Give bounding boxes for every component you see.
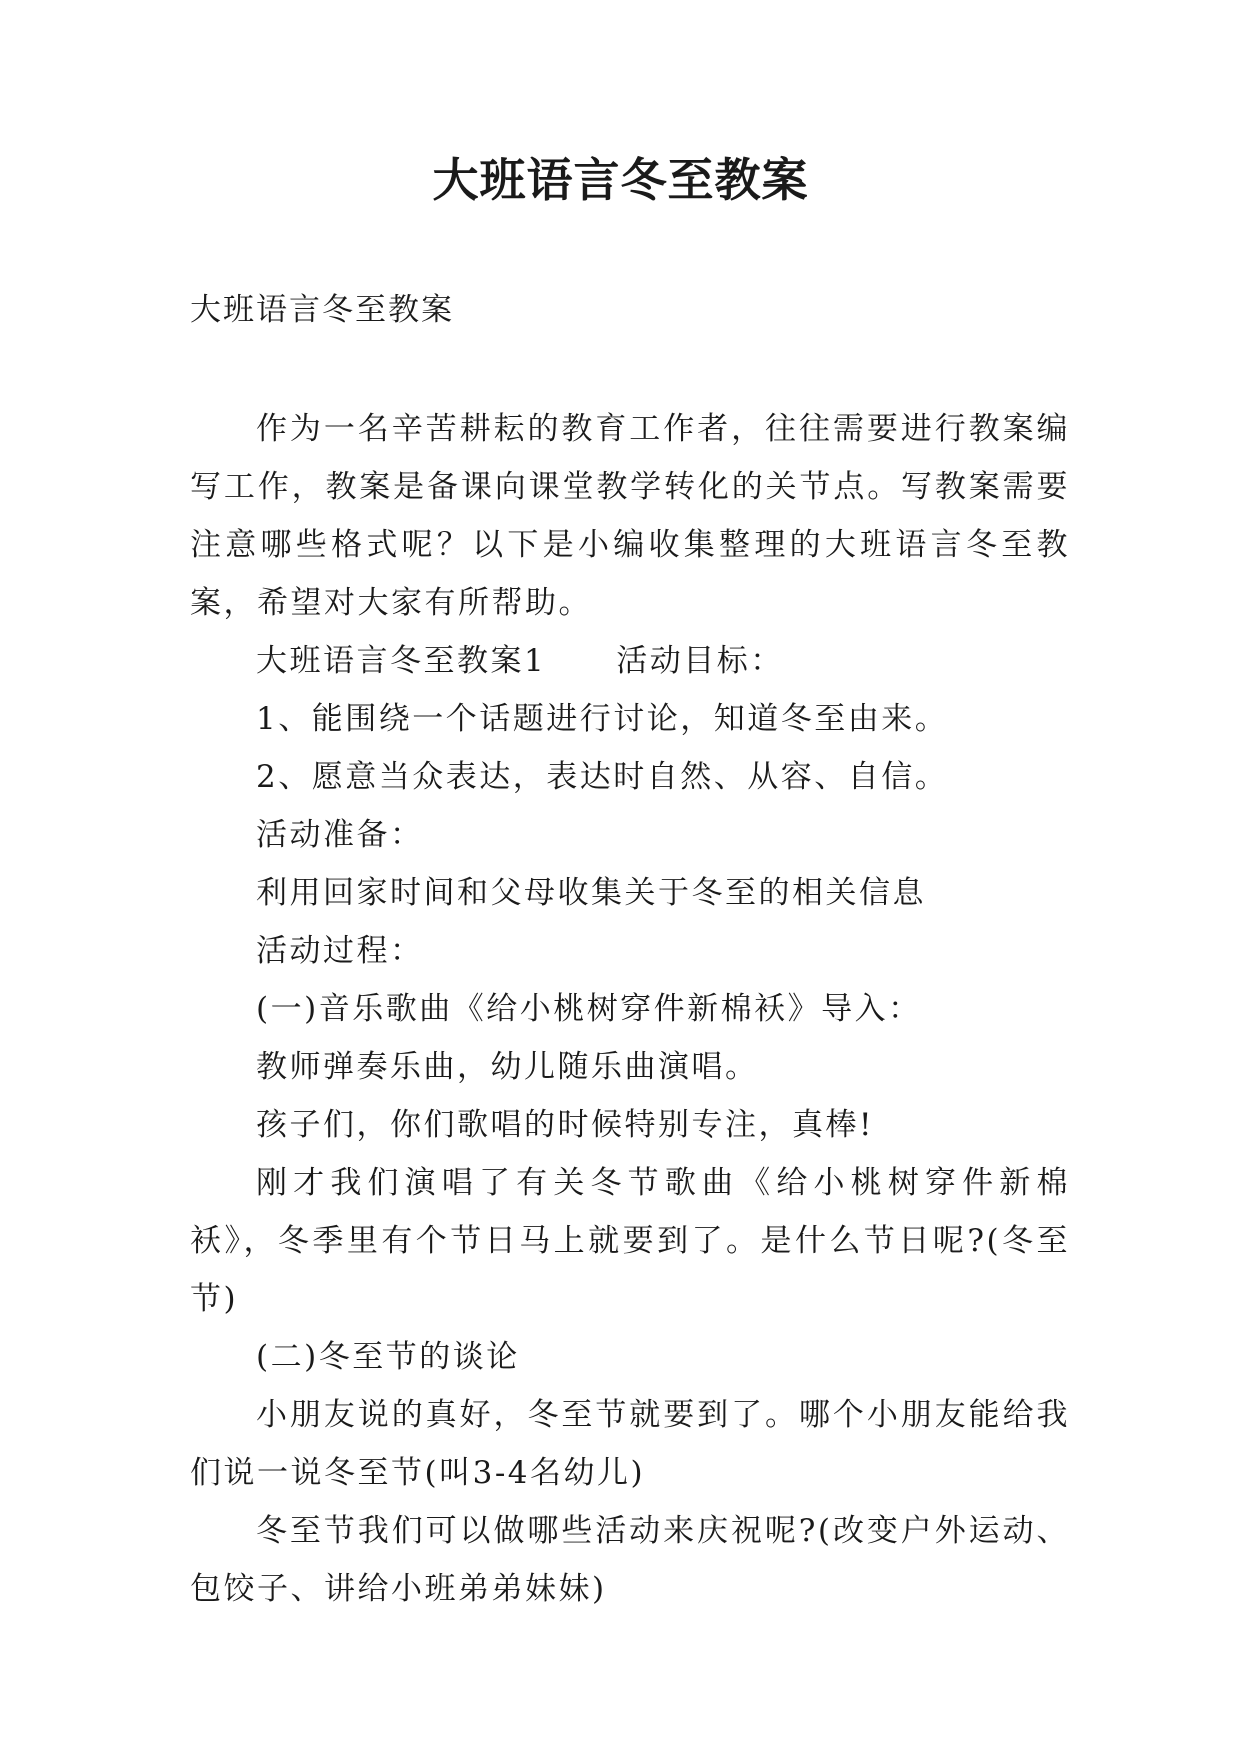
document-body xyxy=(190,400,1070,1618)
document-subtitle: 大班语言冬至教案 xyxy=(190,292,454,328)
goal-label: 活动目标： xyxy=(616,643,784,679)
section-heading: 大班语言冬至教案1 xyxy=(256,643,547,679)
process-label: 活动过程： xyxy=(256,933,424,969)
step-1-heading: (一)音乐歌曲《给小桃树穿件新棉袄》导入： xyxy=(256,991,922,1027)
step-2-heading: (二)冬至节的谈论 xyxy=(256,1339,520,1375)
preparation-label: 活动准备： xyxy=(256,817,424,853)
step-2-text-a: 小朋友说的真好，冬至节就要到了。哪个小朋友能给我们说一说冬至节(叫3-4名幼儿) xyxy=(190,1397,1070,1491)
step-1-text-b: 孩子们，你们歌唱的时候特别专注，真棒! xyxy=(256,1107,874,1143)
goal-item-1: 1、能围绕一个话题进行讨论，知道冬至由来。 xyxy=(256,701,949,737)
goal-item-2: 2、愿意当众表达，表达时自然、从容、自信。 xyxy=(256,759,949,795)
intro-paragraph: 作为一名辛苦耕耘的教育工作者，往往需要进行教案编写工作，教案是备课向课堂教学转化的关节点。写教案需要注意哪些格式呢？以下是小编收集整理的大班语言冬至教案，希望对大家有所帮助。 xyxy=(190,411,1070,621)
preparation-text: 利用回家时间和父母收集关于冬至的相关信息 xyxy=(256,875,926,911)
section-heading-line xyxy=(190,632,1070,690)
step-1-text-c: 刚才我们演唱了有关冬节歌曲《给小桃树穿件新棉袄》，冬季里有个节日马上就要到了。是什么节日呢?(冬至节) xyxy=(190,1165,1070,1317)
document-title: 大班语言冬至教案 xyxy=(432,153,809,207)
step-2-text-b: 冬至节我们可以做哪些活动来庆祝呢?(改变户外运动、包饺子、讲给小班弟弟妹妹) xyxy=(190,1513,1070,1607)
step-1-text-a: 教师弹奏乐曲，幼儿随乐曲演唱。 xyxy=(256,1049,759,1085)
